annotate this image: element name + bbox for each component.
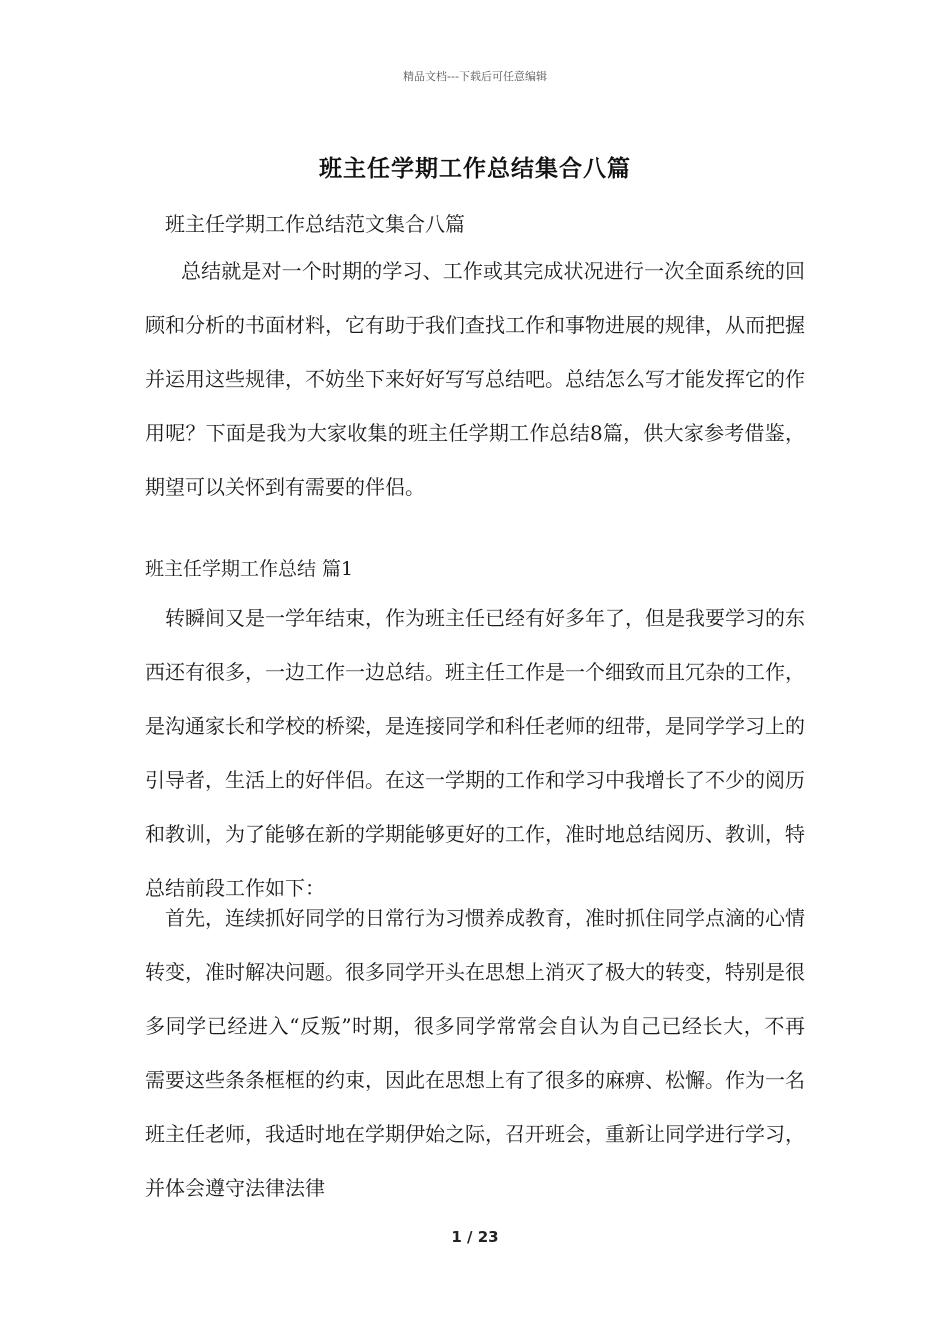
section-heading: 班主任学期工作总结 篇1 bbox=[145, 558, 354, 580]
body-paragraph-1: 转瞬间又是一学年结束，作为班主任已经有好多年了，但是我要学习的东西还有很多，一边工作一边总结。班主任工作是一个细致而且冗杂的工作，是沟通家长和学校的桥梁，是连接同学和科任老师的纽带，是同学学习上的引导者，生活上的好伴侣。在这一学期的工作和学习中我增长了不少的阅历和教训，为了能够在新的学期能够更好的工作，准时地总结阅历、教训，特总结前段工作如下： bbox=[145, 606, 805, 900]
intro-paragraph: 总结就是对一个时期的学习、工作或其完成状况进行一次全面系统的回顾和分析的书面材料，它有助于我们查找工作和事物进展的规律，从而把握并运用这些规律，不妨坐下来好好写写总结吧。总结怎么写才能发挥它的作用呢？下面是我为大家收集的班主任学期工作总结8篇，供大家参考借鉴，期望可以关怀到有需要的伴侣。 bbox=[145, 259, 805, 499]
document-title: 班主任学期工作总结集合八篇 bbox=[319, 156, 631, 182]
document-subtitle: 班主任学期工作总结范文集合八篇 bbox=[165, 212, 465, 236]
body-paragraph-2: 首先，连续抓好同学的日常行为习惯养成教育，准时抓住同学点滴的心情转变，准时解决问题。很多同学开头在思想上消灭了极大的转变，特别是很多同学已经进入“反叛”时期，很多同学常常会自认为自己已经长大，不再需要这些条条框框的约束，因此在思想上有了很多的麻痹、松懈。作为一名班主任老师，我适时地在学期伊始之际，召开班会，重新让同学进行学习，并体会遵守法律法律 bbox=[145, 906, 805, 1200]
page-header: 精品文档---下载后可任意编辑 bbox=[403, 70, 547, 83]
page-number: 1 / 23 bbox=[451, 1228, 499, 1246]
